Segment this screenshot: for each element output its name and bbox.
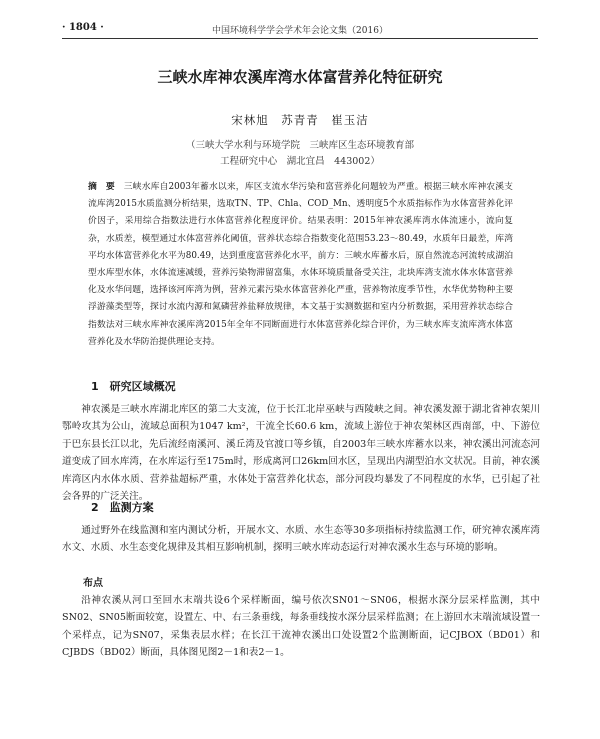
affiliation-line-1: （三峡大学水利与环境学院 三峡库区生态环境教育部 <box>185 140 414 151</box>
section-1-paragraph: 神农溪是三峡水库湖北库区的第二大支流，位于长江北岸巫峡与西陵峡之间。神农溪发源于湖北省神农架川鄂岭攻其为公山，流域总面积为1047 km²，干流全长60.6 km，流域上游位于神农架林区西南部，中、下游位于巴东县长江以北，先后流经南溪河、溪丘湾及官渡口等乡镇，自2003年三峡水库蓄水以来，神农溪出河流态河道变成了回水库湾，在水库运行至175m时，形成离河口26km回水区，呈现出内湖型泊水文状况。目前，神农溪库湾区内水体水质、营养盐超标严重，水体处于富营养化状态，部分河段均暴发了不同程度的水华，已引起了社会各界的广泛关注。 <box>62 404 540 503</box>
section-1-heading: 1 研究区域概况 <box>91 380 176 393</box>
affiliation-line-2: 工程研究中心 湖北宜昌 443002） <box>220 156 380 167</box>
abstract <box>88 179 513 351</box>
section-2-paragraph: 通过野外在线监测和室内测试分析，开展水文、水质、水生态等30多项指标持续监测工作，研究神农溪库湾水文、水质、水生态变化规律及其相互影响机制，探明三峡水库动态运行对神农溪水生态与环境的影响。 <box>62 525 540 554</box>
section-2-heading: 2 监测方案 <box>91 501 154 514</box>
abstract-label: 摘 要 <box>88 182 115 192</box>
paper-title: 三峡水库神农溪库湾水体富营养化特征研究 <box>157 68 443 86</box>
page-header <box>62 22 538 39</box>
subsection-heading: 布点 <box>83 578 103 589</box>
author-list: 宋林旭 苏青青 崔玉洁 <box>231 113 369 127</box>
page-number: · 1804 · <box>62 22 104 33</box>
section-2-body <box>62 522 540 557</box>
abstract-text: 三峡水库自2003年蓄水以来，库区支流水华污染和富营养化问题较为严重。根据三峡水库神农溪支流库湾2015水质监测分析结果，选取TN、TP、Chla、COD_Mn、透明度5个水质指标作为水体富营养化评价因子，采用综合指数法进行水体富营养化程度评价。结果表明：2015年神农溪库湾水体流速小，流向复杂，水质差，模型通过水体富营养化阈值，营养状态综合指数变化范围53.23～80.49，水质年日最差，库湾平均水体富营养化水平为80.49，达到重度富营养化水平，前方：三峡水库蓄水后，原自然流态河流转成湖泊型水库型水体，水体流速减缓，营养污染物滞留富集，水体环境质量备受关注，北块库湾支流水体水体富营养化及水华问题，选择该河库湾为例，营养元素污染水体富营养化严重，营养物浓度季节性，水华优势物种主要浮游藻类型等，探讨水流内源和氮磷营养盐释放规律，本文基于实测数据和室内分析数据，采用营养状态综合指数法对三峡水库神农溪库湾2015年全年不同断面进行水体富营养化综合评价，为三峡水库支流库湾水体富营养化及水华防治提供理论支持。 <box>88 182 513 347</box>
section-2-sampling-body <box>62 592 540 662</box>
section-1-body <box>62 401 540 505</box>
running-title: 中国环境科学学会学术年会论文集（2016） <box>212 26 388 36</box>
sampling-paragraph: 沿神农溪从河口至回水末端共设6个采样断面，编号依次SN01～SN06，根据水深分层采样监测，其中SN02、SN05断面较宽，设置左、中、右三条垂线，每条垂线按水深分层采样监测；在上游回水末端流域设置一个采样点，记为SN07，采集表层水样；在长江干流神农溪出口处设置2个监测断面，记CJBOX（BD01）和CJBDS（BD02）断面，具体图见图2－1和表2－1。 <box>62 595 540 659</box>
